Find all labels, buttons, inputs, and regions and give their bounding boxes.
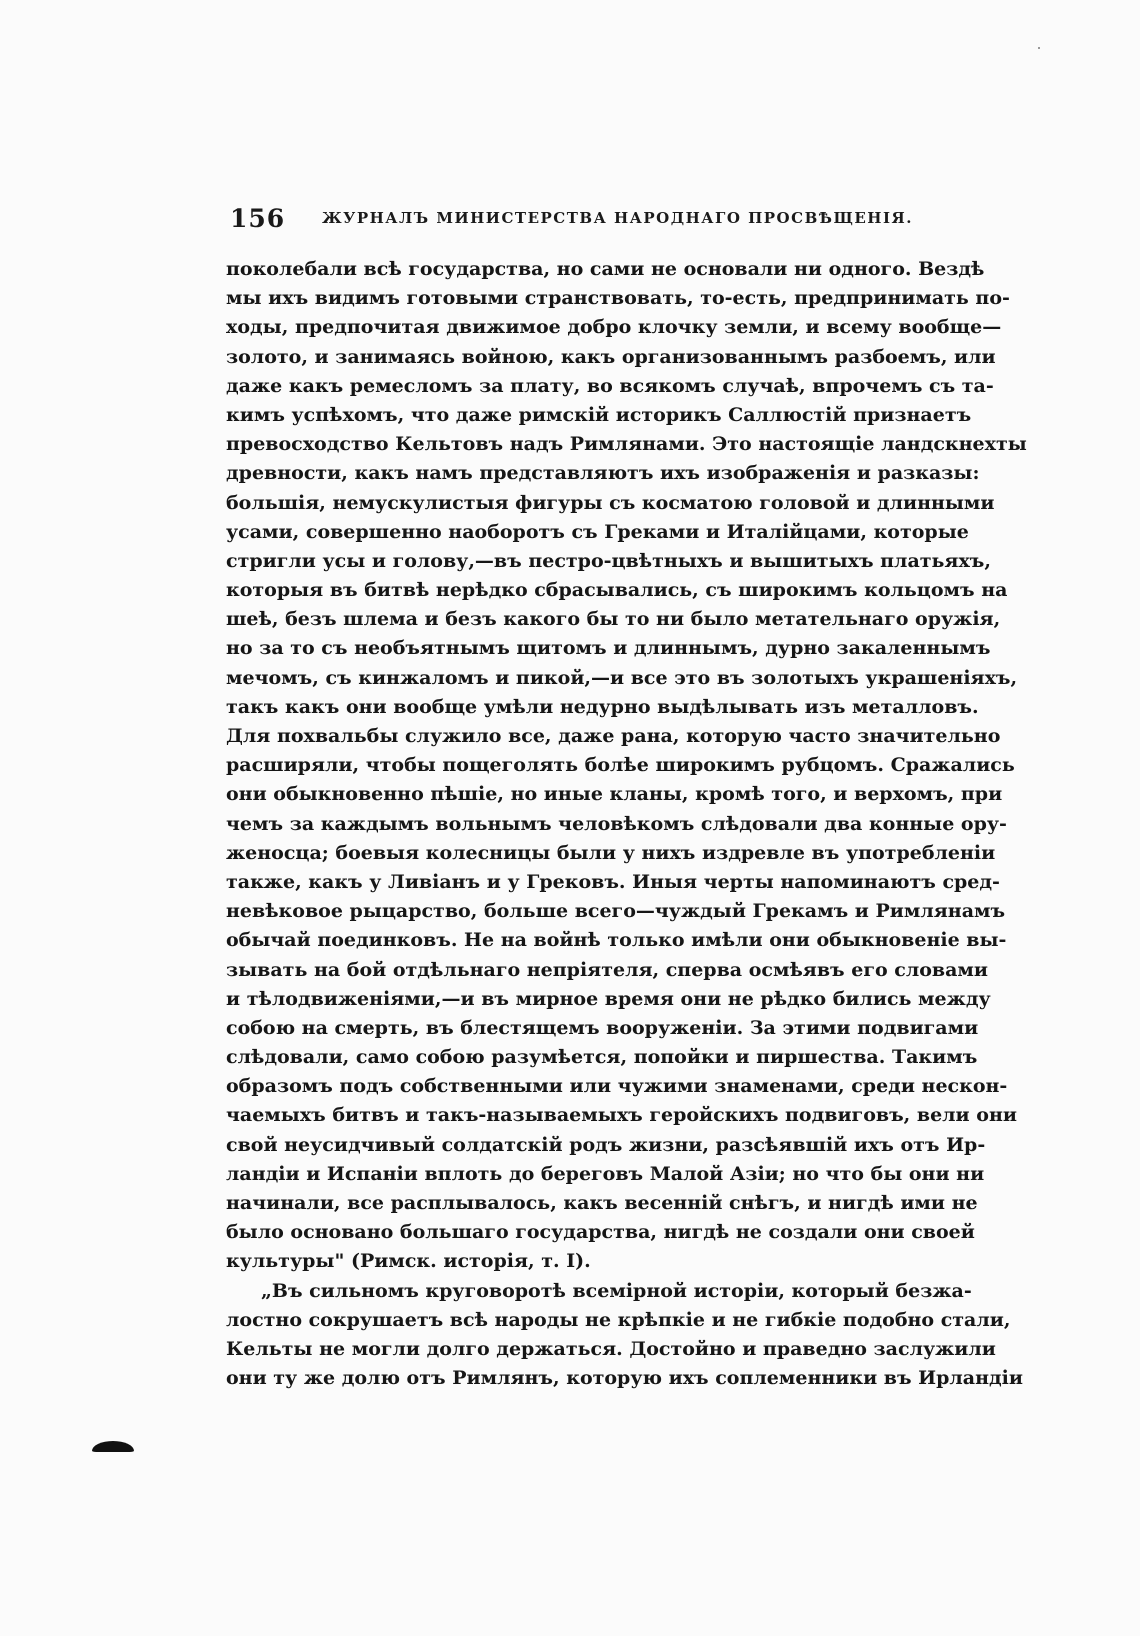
text-line: большія, немускулистыя фигуры съ косматою головой и длинными	[226, 491, 995, 514]
scan-speck	[1038, 47, 1040, 49]
text-line: они ту же долю отъ Римлянъ, которую ихъ соплеменники въ Ирландіи	[226, 1367, 1023, 1390]
text-line: даже какъ ремесломъ за плату, во всякомъ случаѣ, впрочемъ съ та-	[226, 374, 994, 397]
text-line: свой неусидчивый солдатскій родъ жизни, разсѣявшій ихъ отъ Ир-	[226, 1133, 986, 1156]
running-header	[230, 204, 913, 244]
text-line: стригли усы и голову,—въ пестро-цвѣтныхъ и вышитыхъ платьяхъ,	[226, 549, 991, 572]
text-line: Кельты не могли долго держаться. Достойно и праведно заслужили	[226, 1337, 996, 1360]
text-line: образомъ подъ собственными или чужими знаменами, среди нескон-	[226, 1075, 1008, 1098]
text-line: усами, совершенно наоборотъ съ Греками и Италійцами, которые	[226, 520, 969, 543]
text-line: зывать на бой отдѣльнаго непріятеля, сперва осмѣявъ его словами	[226, 958, 989, 981]
text-line: чемъ за каждымъ вольнымъ человѣкомъ слѣдовали два конные ору-	[226, 812, 1007, 835]
text-line: женосца; боевыя колесницы были у нихъ издревле въ употребленіи	[226, 841, 996, 864]
text-line: также, какъ у Ливіанъ и у Грековъ. Иныя черты напоминаютъ сред-	[226, 870, 1000, 893]
text-line: они обыкновенно пѣшіе, но иные кланы, кромѣ того, и верхомъ, при	[226, 783, 1003, 806]
running-title: ЖУРНАЛЪ МИНИСТЕРСТВА НАРОДНАГО ПРОСВѢЩЕНІЯ.	[322, 209, 913, 227]
text-line: обычай поединковъ. Не на войнѣ только имѣли они обыкновеніе вы-	[226, 929, 1007, 952]
text-line: слѣдовали, само собою разумѣется, попойки и пиршества. Такимъ	[226, 1046, 978, 1069]
text-line: но за то съ необъятнымъ щитомъ и длиннымъ, дурно закаленнымъ	[226, 637, 991, 660]
text-line: чаемыхъ битвъ и такъ-называемыхъ геройскихъ подвиговъ, вели они	[226, 1104, 1017, 1127]
text-line: шеѣ, безъ шлема и безъ какого бы то ни было метательнаго оружія,	[226, 608, 1001, 631]
text-line: ландіи и Испаніи вплоть до береговъ Малой Азіи; но что бы они ни	[226, 1162, 985, 1185]
ink-smudge	[92, 1441, 134, 1452]
text-line: которыя въ битвѣ нерѣдко сбрасывались, съ широкимъ кольцомъ на	[226, 579, 1008, 602]
text-line: лостно сокрушаетъ всѣ народы не крѣпкіе и не гибкіе подобно стали,	[226, 1308, 1011, 1331]
text-line: поколебали всѣ государства, но сами не основали ни одного. Вездѣ	[226, 258, 985, 280]
text-line: начинали, все расплывалось, какъ весенній снѣгъ, и нигдѣ ими не	[226, 1192, 978, 1214]
paragraph-start-line: „Въ сильномъ круговоротѣ всемірной исторіи, который безжа-	[261, 1279, 972, 1302]
text-line: кимъ успѣхомъ, что даже римскій историкъ Саллюстій признаетъ	[226, 403, 972, 426]
text-line: мечомъ, съ кинжаломъ и пикой,—и все это въ золотыхъ украшеніяхъ,	[226, 666, 1018, 689]
text-line: такъ какъ они вообще умѣли недурно выдѣлывать изъ металловъ.	[226, 695, 979, 718]
text-line: было основано большаго государства, нигдѣ не создали они своей	[226, 1221, 975, 1244]
text-line: невѣковое рыцарство, больше всего—чуждый Грекамъ и Римлянамъ	[226, 900, 1006, 923]
text-line: ходы, предпочитая движимое добро клочку земли, и всему вообще—	[226, 316, 1002, 339]
text-line: расширяли, чтобы пощеголять болѣе широкимъ рубцомъ. Сражались	[226, 754, 1015, 777]
text-line: собою на смерть, въ блестящемъ вооруженіи. За этими подвигами	[226, 1016, 979, 1039]
text-line: древности, какъ намъ представляютъ ихъ изображенія и разказы:	[226, 462, 980, 485]
page-number: 156	[230, 204, 286, 233]
text-line: и тѣлодвиженіями,—и въ мирное время они не рѣдко бились между	[226, 987, 991, 1010]
text-line: Для похвальбы служило все, даже рана, которую часто значительно	[226, 725, 1001, 747]
text-line: золото, и занимаясь войною, какъ организованнымъ разбоемъ, или	[226, 345, 996, 368]
paragraph-end-line: культуры" (Римск. исторія, т. I).	[226, 1250, 591, 1273]
text-line: превосходство Кельтовъ надъ Римлянами. Это настоящіе ландскнехты	[226, 433, 1027, 456]
body-text	[226, 255, 1027, 1393]
text-line: мы ихъ видимъ готовыми странствовать, то-есть, предпринимать по-	[226, 287, 1010, 310]
